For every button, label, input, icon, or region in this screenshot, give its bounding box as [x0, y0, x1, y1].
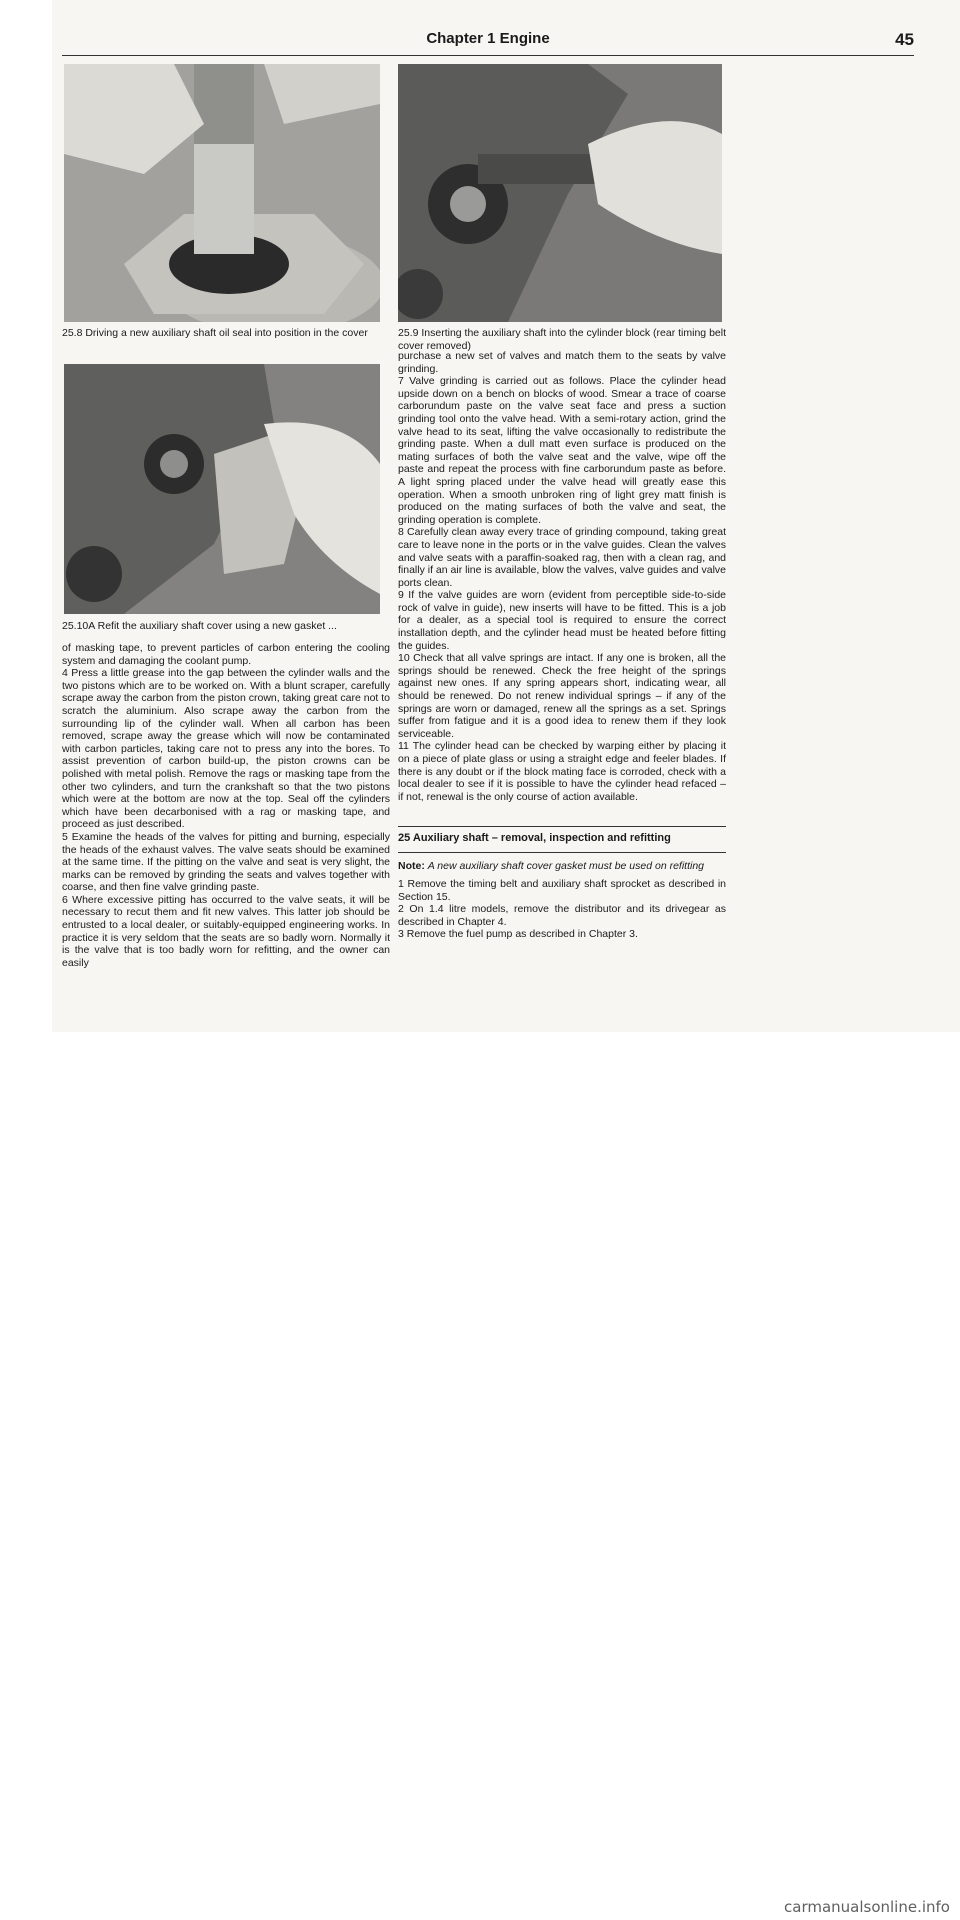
paragraph: 9 If the valve guides are worn (evident from perceptible side-to-side rock of valve in guide), new inserts will have to be fitted. This is a job for a dealer, as a special tool is required to ensure the correct installation depth, and the cylinder head must be heated before fitting the guides.: [398, 589, 726, 652]
paragraph: 2 On 1.4 litre models, remove the distributor and its drivegear as described in Chapter 4.: [398, 903, 726, 928]
section-rule-bottom: [398, 852, 726, 853]
paragraph: 3 Remove the fuel pump as described in Chapter 3.: [398, 928, 638, 941]
figure-caption-25-9: 25.9 Inserting the auxiliary shaft into the cylinder block (rear timing belt cover removed): [398, 327, 726, 352]
paragraph: 6 Where excessive pitting has occurred to the valve seats, it will be necessary to recut them and fit new valves. This latter job should be entrusted to a local dealer, or suitably-equipped engineering works. In practice it is very seldom that the seats are so badly worn. Normally it is the valve that is too badly worn for refitting, and the owner can easily: [62, 893, 390, 969]
paragraph: 5 Examine the heads of the valves for pitting and burning, especially the heads of the exhaust valves. The valve seats should be examined at the same time. If the pitting on the valve and seat is very slight, the marks can be removed by grinding the seats and valves together with coarse, and then fine valve grinding paste.: [62, 830, 390, 894]
page-number: 45: [895, 30, 914, 49]
paragraph: 8 Carefully clean away every trace of grinding compound, taking great care to leave none in the ports or in the valve guides. Clean the valves and valve seats with a paraffin-soaked rag, then with a clean rag, and finally if an air line is available, blow the valves, valve guides and valve ports clean.: [398, 526, 727, 589]
figure-caption-25-8: 25.8 Driving a new auxiliary shaft oil seal into position in the cover: [62, 327, 368, 339]
page-header: [62, 30, 914, 54]
note-text: A new auxiliary shaft cover gasket must be used on refitting: [427, 860, 705, 872]
left-column: [62, 642, 390, 969]
section-body: [398, 878, 726, 941]
paragraph: 10 Check that all valve springs are intact. If any one is broken, all the springs should be renewed. Check the free height of the springs against new ones. If any spring appears short, indicating wear, all should be renewed. Do not renew individual springs – if any of the springs are worn or damaged, renew all the springs as a set. Springs suffer from fatigue and it is a good idea to renew them if they look serviceable.: [398, 652, 726, 740]
photo-25-8: [64, 64, 380, 322]
chapter-title: Chapter 1 Engine: [426, 30, 550, 47]
watermark: carmanualsonline.info: [784, 1898, 950, 1916]
section-rule-top: [398, 826, 726, 827]
right-column: [398, 350, 726, 803]
photo-25-10a: [64, 364, 380, 614]
photo-25-9: [398, 64, 722, 322]
paragraph: purchase a new set of valves and match them to the seats by valve grinding.: [398, 350, 726, 375]
paragraph: 11 The cylinder head can be checked by warping either by placing it on a piece of plate glass or using a straight edge and feeler blades. If there is any doubt or if the block mating face is corroded, check with a local dealer to see if it is possible to have the cylinder head refaced – if not, renewal is the only course of action available.: [398, 740, 726, 803]
note-label: Note:: [398, 860, 425, 872]
paragraph: 1 Remove the timing belt and auxiliary shaft sprocket as described in Section 15.: [398, 878, 726, 903]
section-heading: 25 Auxiliary shaft – removal, inspection and refitting: [398, 832, 671, 844]
header-rule: [62, 55, 914, 56]
figure-caption-25-10a: 25.10A Refit the auxiliary shaft cover using a new gasket ...: [62, 620, 337, 632]
paragraph: 4 Press a little grease into the gap between the cylinder walls and the two pistons which are to be worked on. With a blunt scraper, carefully scrape away the carbon from the piston crown, taking great care not to scratch the aluminium. Also scrape away the carbon from the surrounding lip of the cylinder wall. When all carbon has been removed, scrape away the grease which will now be contaminated with carbon particles, taking care not to press any into the bores. To assist prevention of carbon build-up, the piston crowns can be polished with metal polish. Remove the rags or masking tape from the other two cylinders, and turn the crankshaft so that the two pistons which were at the bottom are now at the top. Seal off the cylinders which have been decarbonised with a rag or masking tape, and proceed as just described.: [62, 667, 391, 831]
paragraph: 7 Valve grinding is carried out as follows. Place the cylinder head upside down on a bench on blocks of wood. Smear a trace of coarse carborundum paste on the valve seat face and press a suction grinding tool onto the valve head. With a semi-rotary action, grind the valve head to its seat, lifting the valve occasionally to redistribute the grinding paste. When a dull matt even surface is produced on the mating surfaces of both the valve seat and the valve, wipe off the paste and repeat the process with fine carborundum paste as before. A light spring placed under the valve head will greatly ease this operation. When a smooth unbroken ring of light grey matt finish is produced on the mating surfaces of both the valve and seat, the grinding operation is complete.: [398, 375, 726, 526]
section-note: [398, 860, 728, 872]
paragraph: of masking tape, to prevent particles of carbon entering the cooling system and damaging the coolant pump.: [62, 642, 390, 667]
